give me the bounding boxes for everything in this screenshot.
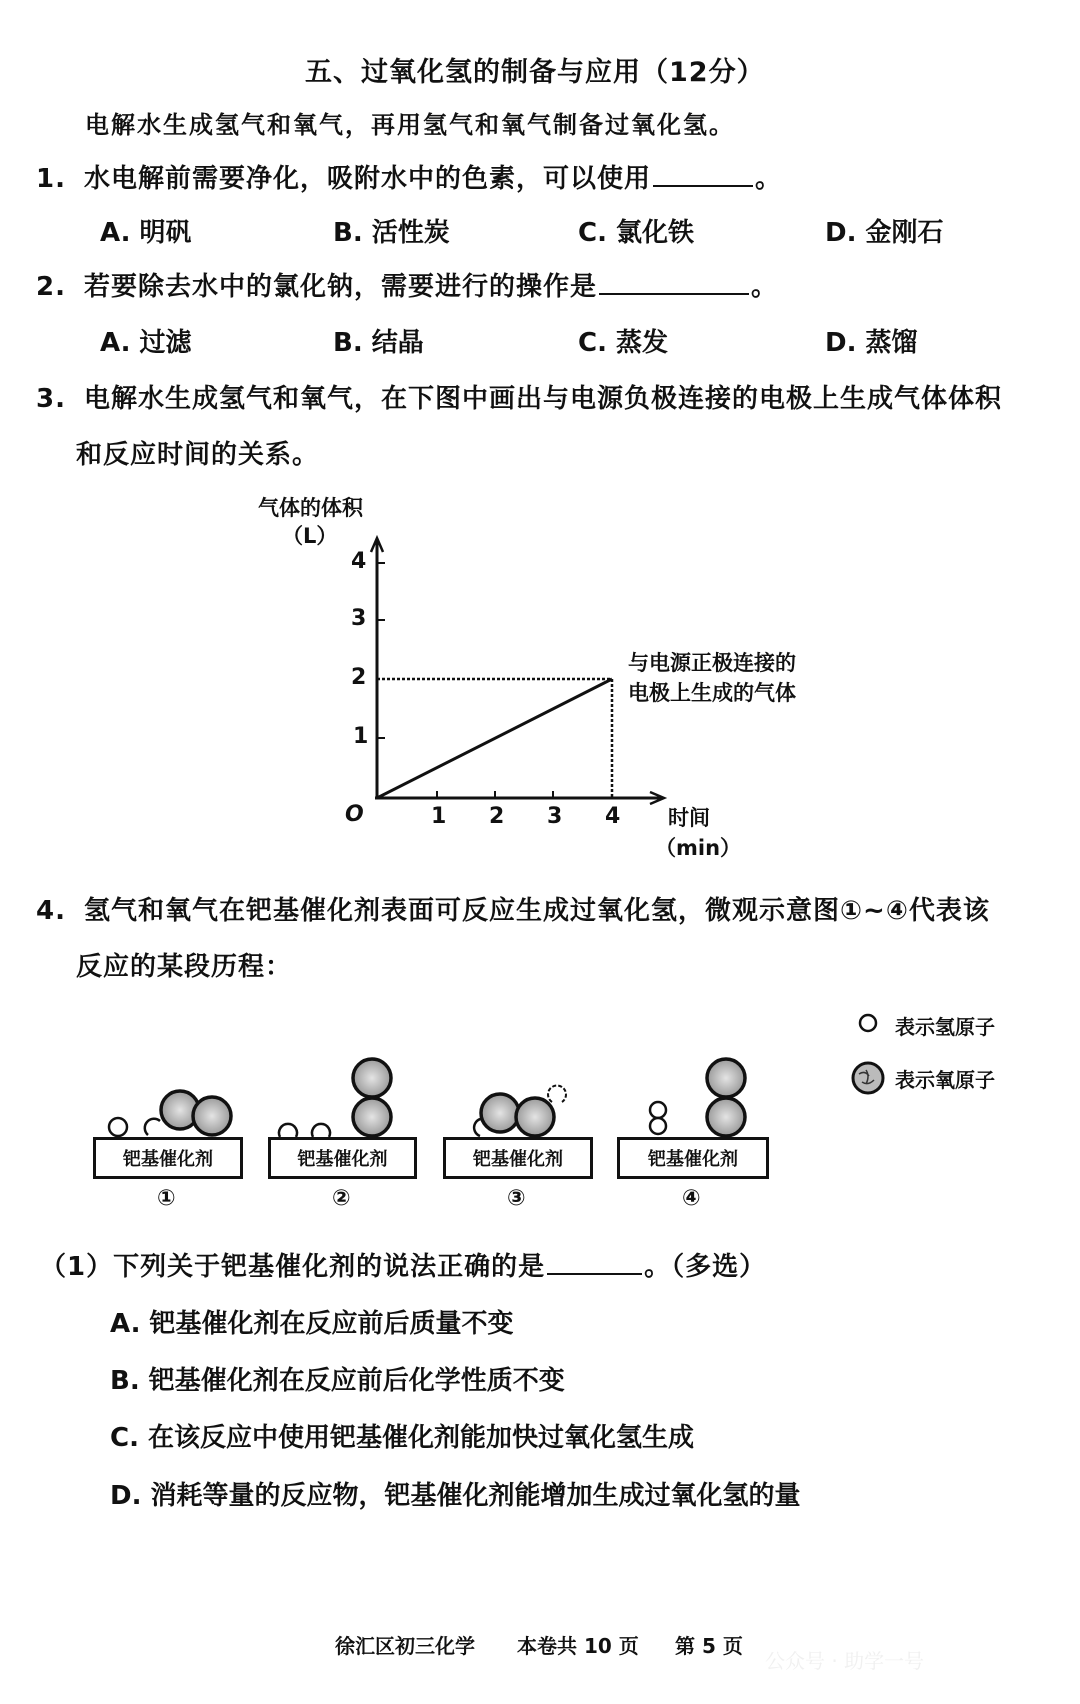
stage-label-1: ① [157, 1186, 176, 1211]
answer-blank[interactable] [547, 1272, 642, 1275]
option-letter: A. [100, 218, 131, 248]
subquestion-stem-end: 。（多选） [644, 1252, 767, 1282]
subquestion-stem: 下列关于钯基催化剂的说法正确的是 [113, 1252, 546, 1282]
section-title: 五、过氧化氢的制备与应用（12分） [305, 57, 765, 88]
question-number: 3. [36, 384, 66, 414]
option-letter: B. [333, 218, 363, 248]
option-letter: C. [578, 328, 607, 358]
option-letter: C. [110, 1423, 139, 1453]
legend-hydrogen-label: 表示氢原子 [895, 1015, 995, 1039]
catalyst-box-1: 钯基催化剂 [93, 1137, 243, 1179]
stage-label-4: ④ [682, 1186, 701, 1211]
option-text: 在该反应中使用钯基催化剂能加快过氧化氢生成 [148, 1423, 695, 1453]
sub1-option-a[interactable] [110, 1303, 514, 1340]
stage-label-3: ③ [507, 1186, 526, 1211]
x-tick-2: 2 [489, 804, 505, 829]
catalyst-box-4: 钯基催化剂 [617, 1137, 769, 1179]
option-text: 钯基催化剂在反应前后化学性质不变 [148, 1366, 565, 1396]
option-text: 消耗等量的反应物，钯基催化剂能增加生成过氧化氢的量 [150, 1481, 801, 1511]
question-stem: 水电解前需要净化，吸附水中的色素，可以使用 [84, 164, 652, 194]
hydrogen-atom-icon [855, 1010, 881, 1036]
option-letter: B. [110, 1366, 140, 1396]
option-text: 蒸发 [616, 328, 669, 358]
series-annotation-line2: 电极上生成的气体 [628, 681, 796, 705]
option-text: 金刚石 [865, 218, 944, 248]
oxygen-atom-icon [850, 1060, 886, 1096]
question-stem-end: 。 [755, 164, 783, 194]
footer-current-page: 第 5 页 [675, 1634, 743, 1658]
option-letter: D. [825, 218, 857, 248]
option-text: 蒸馏 [865, 328, 918, 358]
question-number: 2. [36, 272, 66, 302]
option-text: 结晶 [371, 328, 424, 358]
section-intro: 电解水生成氢气和氧气，再用氢气和氧气制备过氧化氢。 [85, 110, 735, 139]
x-axis-label: 时间 [668, 806, 710, 830]
sub1-option-c[interactable] [110, 1417, 694, 1454]
x-axis-unit: （min） [655, 836, 742, 860]
stage-label-2: ② [332, 1186, 351, 1211]
watermark: 公众号 · 助学一号 [765, 1649, 925, 1673]
option-letter: C. [578, 218, 607, 248]
footer-total-pages: 本卷共 10 页 [517, 1634, 639, 1658]
question-stem-line1: 电解水生成氢气和氧气，在下图中画出与电源负极连接的电极上生成气体体积 [84, 384, 1003, 414]
option-text: 明矾 [139, 218, 192, 248]
question-number: 1. [36, 164, 66, 194]
option-letter: A. [100, 328, 131, 358]
question-3-line2: 和反应时间的关系。 [76, 440, 320, 470]
x-tick-3: 3 [547, 804, 563, 829]
y-axis-unit: （L） [282, 524, 338, 548]
option-text: 氯化铁 [616, 218, 695, 248]
y-tick-4: 4 [351, 549, 367, 574]
option-text: 过滤 [139, 328, 192, 358]
origin-label: O [345, 802, 364, 827]
series-annotation-line1: 与电源正极连接的 [628, 651, 796, 675]
question-stem-line1: 氢气和氧气在钯基催化剂表面可反应生成过氧化氢，微观示意图①~④代表该 [84, 896, 990, 926]
legend-oxygen-label: 表示氧原子 [895, 1068, 995, 1092]
question-4 [36, 890, 990, 927]
reaction-mechanism-diagram [0, 1040, 850, 1140]
option-letter: A. [110, 1309, 141, 1339]
sub1-option-d[interactable] [110, 1475, 801, 1512]
option-text: 钯基催化剂在反应前后质量不变 [149, 1309, 514, 1339]
question-stem: 若要除去水中的氯化钠，需要进行的操作是 [84, 272, 598, 302]
footer-subject: 徐汇区初三化学 [335, 1634, 475, 1658]
option-letter: D. [110, 1481, 142, 1511]
sub1-option-b[interactable] [110, 1360, 565, 1397]
option-letter: D. [825, 328, 857, 358]
x-tick-1: 1 [431, 804, 447, 829]
option-text: 活性炭 [371, 218, 450, 248]
question-stem-end: 。 [751, 272, 779, 302]
y-axis-label: 气体的体积 [258, 496, 363, 520]
y-tick-3: 3 [351, 606, 367, 631]
x-tick-4: 4 [605, 804, 621, 829]
option-letter: B. [333, 328, 363, 358]
subquestion-1 [40, 1246, 766, 1283]
subquestion-number: （1） [40, 1252, 114, 1282]
question-number: 4. [36, 896, 66, 926]
catalyst-box-3: 钯基催化剂 [443, 1137, 593, 1179]
y-tick-1: 1 [353, 724, 369, 749]
y-tick-2: 2 [351, 665, 367, 690]
question-4-line2: 反应的某段历程： [76, 952, 293, 982]
catalyst-box-2: 钯基催化剂 [268, 1137, 417, 1179]
